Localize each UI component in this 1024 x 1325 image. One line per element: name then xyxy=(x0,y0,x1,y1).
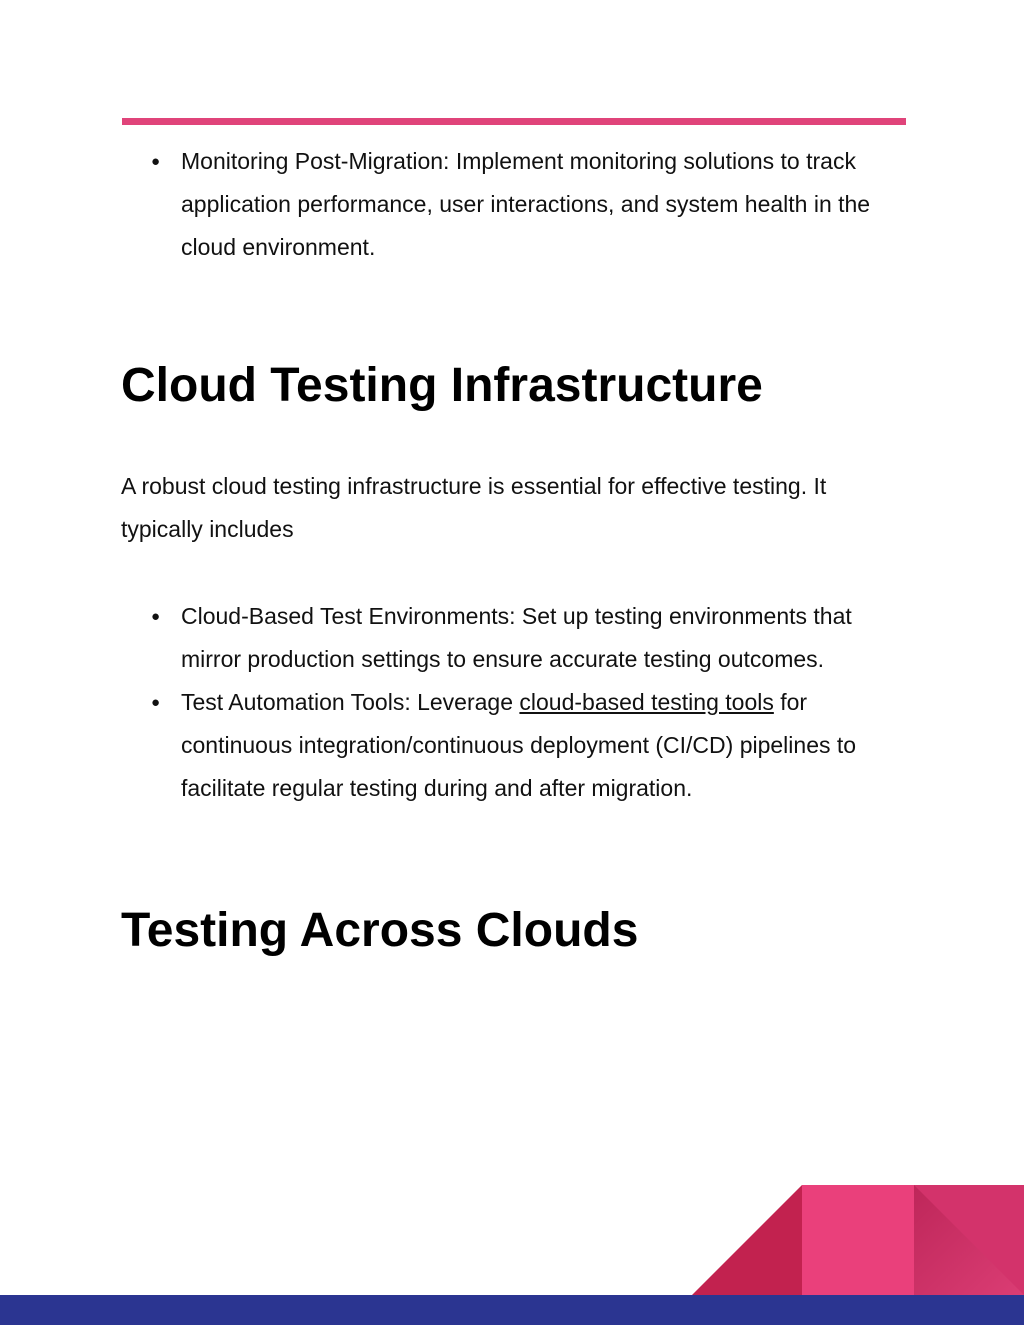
bullet-list-infrastructure xyxy=(121,595,911,810)
section-heading-testing-across-clouds: Testing Across Clouds xyxy=(121,904,639,957)
intro-paragraph: A robust cloud testing infrastructure is essential for effective testing. It typically includes xyxy=(121,473,827,542)
list-item xyxy=(151,681,906,810)
bullet-dot-icon: ● xyxy=(151,694,161,711)
bullet-list-monitoring xyxy=(121,140,911,269)
bullet-text-prefix: Test Automation Tools: Leverage xyxy=(181,689,520,715)
bullet-text: Monitoring Post-Migration: Implement monitoring solutions to track application performance, user interactions, and system health in the cloud environment. xyxy=(181,148,871,260)
corner-square-pink xyxy=(802,1185,914,1295)
corner-fold-shade xyxy=(914,1185,1024,1295)
top-accent-rule xyxy=(122,118,906,125)
section-heading-cloud-testing-infrastructure: Cloud Testing Infrastructure xyxy=(121,359,763,412)
list-item xyxy=(151,140,881,269)
corner-triangle-dark xyxy=(692,1185,802,1295)
bullet-text-suffix: for continuous integration/continuous deployment (CI/CD) pipelines to facilitate regular testing during and after migration. xyxy=(181,689,857,801)
document-content xyxy=(121,140,911,960)
bullet-dot-icon: ● xyxy=(151,608,161,625)
corner-square-right xyxy=(914,1185,1024,1295)
bullet-dot-icon: ● xyxy=(151,153,161,170)
bullet-text: Cloud-Based Test Environments: Set up testing environments that mirror production settings to ensure accurate testing outcomes. xyxy=(181,603,852,672)
list-item xyxy=(151,595,881,681)
cloud-based-testing-tools-link[interactable]: cloud-based testing tools xyxy=(519,689,774,715)
footer-bar xyxy=(0,1295,1024,1325)
